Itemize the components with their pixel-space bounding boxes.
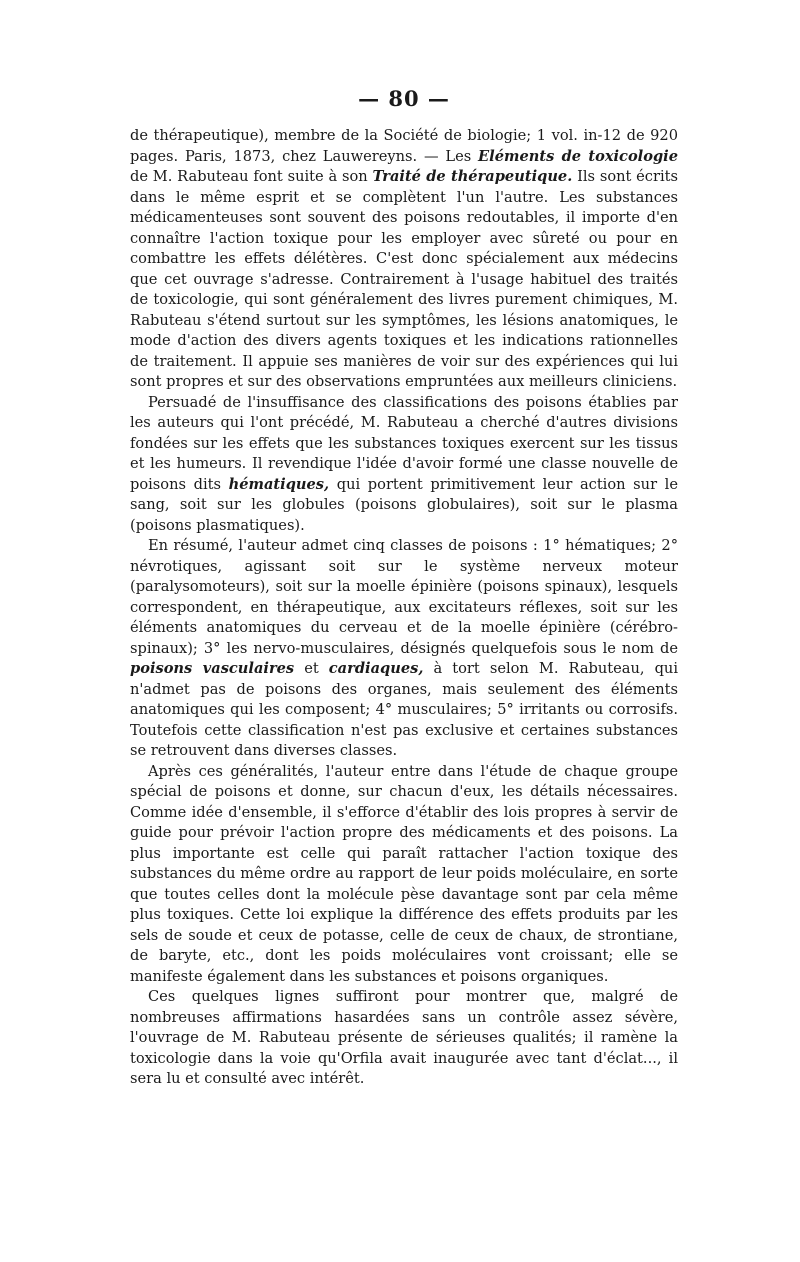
book-page	[130, 86, 678, 1090]
text-run: de M. Rabuteau font suite à son	[130, 168, 373, 185]
text-run: Après ces généralités, l'auteur entre dans l'étude de chaque groupe spécial de poisons et donne, sur chacun d'eux, les détails nécessaires. Comme idée d'ensemble, il s'efforce d'établir des lois propres à servir de guide pour prévoir l'action propre des médicaments et des poisons. La plus importante est celle qui paraît rattacher l'action toxique des substances du même ordre au rapport de leur poids moléculaire, en sorte que toutes celles dont la molécule pèse davantage sont par cela même plus toxiques. Cette loi explique la différence des effets produits par les sels de soude et ceux de potasse, celle de ceux de chaux, de strontiane, de baryte, etc., dont les poids moléculaires vont croissant; elle se manifeste également dans les substances et poisons organiques.	[130, 762, 678, 985]
page-number: — 80 —	[358, 86, 450, 111]
italic-phrase: cardiaques,	[328, 660, 424, 677]
text-run: Persuadé de l'insuffisance des classifications des poisons établies par les auteurs qui l'ont précédé, M. Rabuteau a cherché d'autres divisions fondées sur les effets que les substances toxiques exercent sur les tissus et les humeurs. Il revendique l'idée d'avoir formé une classe nouvelle de poisons dits	[130, 393, 678, 493]
text-run: et	[294, 660, 329, 677]
paragraph-2	[130, 393, 678, 537]
text-run: qui portent primitivement leur action sur le sang, soit sur les globules (poisons globulaires), soit sur le plasma (poisons plasmatiques).	[130, 475, 678, 534]
italic-phrase: poisons vasculaires	[130, 660, 295, 677]
italic-phrase: Traité de thérapeutique.	[372, 168, 573, 185]
text-run: Ces quelques lignes suffiront pour montrer que, malgré de nombreuses affirmations hasardées sans un contrôle assez sévère, l'ouvrage de M. Rabuteau présente de sérieuses qualités; il ramène la toxicologie dans la voie qu'Orfila avait inaugurée avec tant d'éclat..., il sera lu et consulté avec intérêt.	[130, 988, 678, 1087]
paragraph-3	[130, 536, 678, 762]
paragraph-5	[130, 987, 678, 1090]
text-run: En résumé, l'auteur admet cinq classes de poisons : 1° hématiques; 2° névrotiques, agissant soit sur le système nerveux moteur (paralysomoteurs), soit sur la moelle épinière (poisons spinaux), lesquels correspondent, en thérapeutique, aux excitateurs réflexes, soit sur les éléments anatomiques du cerveau et de la moelle épinière (cérébro-spinaux); 3° les nervo-musculaires, désignés quelquefois sous le nom de	[130, 537, 678, 657]
text-run: de thérapeutique), membre de la Société de biologie; 1 vol. in-12 de 920 pages. Paris, 1873, chez Lauwereyns. — Les	[130, 127, 678, 165]
italic-phrase: Eléments de toxicologie	[478, 147, 678, 165]
text-run: à tort selon M. Rabuteau, qui n'admet pas de poisons des organes, mais seulement des éléments anatomiques qui les composent; 4° musculaires; 5° irritants ou corrosifs. Toutefois cette classification n'est pas exclusive et certaines substances se retrouvent dans diverses classes.	[130, 660, 678, 759]
paragraph-1	[130, 126, 678, 393]
paragraph-4	[130, 762, 678, 988]
text-body	[130, 126, 678, 1090]
text-run: Ils sont écrits dans le même esprit et se complètent l'un l'autre. Les substances médicamenteuses sont souvent des poisons redoutables, il importe d'en connaître l'action toxique pour les employer avec sûreté ou pour en combattre les effets délétères. C'est donc spécialement aux médecins que cet ouvrage s'adresse. Contrairement à l'usage habituel des traités de toxicologie, qui sont généralement des livres purement chimiques, M. Rabuteau s'étend surtout sur les symptômes, les lésions anatomiques, le mode d'action des divers agents toxiques et les indications rationnelles de traitement. Il appuie ses manières de voir sur des expériences qui lui sont propres et sur des observations empruntées aux meilleurs cliniciens.	[130, 168, 678, 390]
italic-phrase: hématiques,	[228, 475, 330, 493]
